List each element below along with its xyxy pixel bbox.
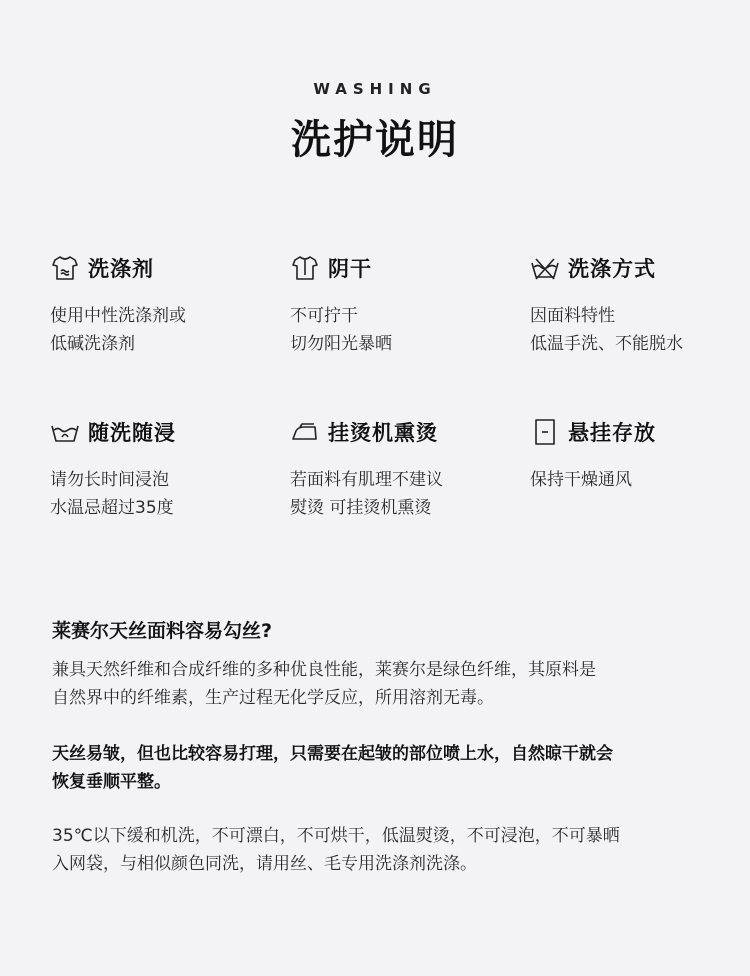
faq-answer-line: 兼具天然纤维和合成纤维的多种优良性能，莱赛尔是绿色纤维，其原料是 (52, 660, 596, 680)
faq-care-instructions (52, 822, 722, 878)
faq-tip (52, 740, 722, 796)
hand-wash-icon (530, 253, 560, 283)
care-title: 洗涤剂 (88, 257, 154, 281)
care-item-detergent (50, 252, 270, 358)
care-desc-line: 若面料有肌理不建议 (290, 470, 443, 490)
care-desc-line: 水温忌超过35度 (50, 498, 174, 518)
care-title: 阴干 (328, 257, 372, 281)
iron-icon (290, 417, 320, 447)
faq-answer (52, 656, 722, 712)
faq-tip-line: 恢复垂顺平整。 (52, 772, 171, 792)
care-desc-line: 请勿长时间浸泡 (50, 470, 169, 490)
care-desc-line: 因面料特性 (530, 306, 615, 326)
care-desc-line: 切勿阳光暴晒 (290, 334, 392, 354)
faq-tip-line: 天丝易皱，但也比较容易打理，只需要在起皱的部位喷上水，自然晾干就会 (52, 744, 613, 764)
care-desc-line: 保持干燥通风 (530, 470, 632, 490)
hang-icon (530, 417, 560, 447)
faq-care-line: 入网袋，与相似颜色同洗，请用丝、毛专用洗涤剂洗涤。 (52, 854, 477, 874)
care-title: 挂烫机熏烫 (328, 421, 438, 445)
care-title: 悬挂存放 (568, 421, 656, 445)
care-desc-line: 低温手洗、不能脱水 (530, 334, 683, 354)
care-desc-line: 使用中性洗涤剂或 (50, 306, 186, 326)
care-item-hang (530, 416, 750, 494)
faq-care-line: 35℃以下缓和机洗，不可漂白，不可烘干，低温熨烫，不可浸泡，不可暴晒 (52, 826, 620, 846)
eyebrow-label: WASHING (313, 80, 437, 98)
faq-answer-line: 自然界中的纤维素，生产过程无化学反应，所用溶剂无毒。 (52, 688, 494, 708)
care-title: 随洗随浸 (88, 421, 176, 445)
faq-question-text: 莱赛尔天丝面料容易勾丝? (52, 620, 273, 642)
care-desc-line: 低碱洗涤剂 (50, 334, 135, 354)
care-item-steam (290, 416, 510, 522)
tshirt-wash-icon (50, 253, 80, 283)
care-desc-line: 熨烫 可挂烫机熏烫 (290, 498, 432, 518)
page-title: 洗护说明 (291, 117, 459, 163)
care-item-soak (50, 416, 270, 522)
care-item-wash-method (530, 252, 750, 358)
faq-question (52, 616, 722, 643)
care-desc-line: 不可拧干 (290, 306, 358, 326)
tshirt-dry-icon (290, 253, 320, 283)
care-item-shade-dry (290, 252, 510, 358)
care-title: 洗涤方式 (568, 257, 656, 281)
wash-basin-icon (50, 417, 80, 447)
